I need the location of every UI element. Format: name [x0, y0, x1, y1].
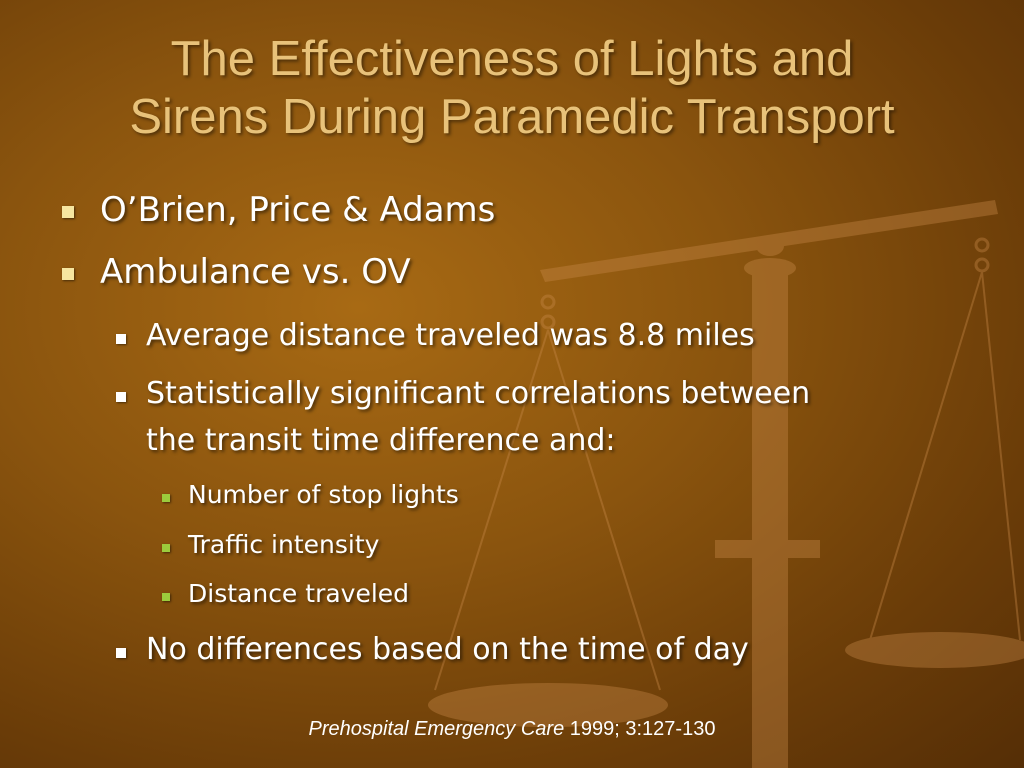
bullet-text: Traffic intensity [188, 530, 380, 559]
square-bullet-icon [116, 392, 126, 402]
bullet-text: No differences based on the time of day [146, 632, 749, 667]
bullet-text: Number of stop lights [188, 480, 459, 509]
square-bullet-icon [116, 334, 126, 344]
citation [0, 718, 1024, 741]
square-bullet-icon [116, 648, 126, 658]
slide-title [0, 30, 1024, 146]
bullet-text: Average distance traveled was 8.8 miles [146, 318, 755, 353]
bullet-text: O’Brien, Price & Adams [100, 190, 496, 230]
square-bullet-icon [162, 494, 170, 502]
square-bullet-icon [162, 544, 170, 552]
bullet-text: Distance traveled [188, 579, 410, 608]
citation-details: 1999; 3:127-130 [564, 718, 716, 740]
square-bullet-icon [62, 206, 74, 218]
square-bullet-icon [62, 268, 74, 280]
slide-title-line-1: The Effectiveness of Lights and [170, 32, 854, 86]
bullet-text: Ambulance vs. OV [100, 252, 411, 292]
square-bullet-icon [162, 593, 170, 601]
slide-title-line-2: Sirens During Paramedic Transport [129, 90, 895, 144]
bullet-text-line-1: Statistically significant correlations between [146, 376, 811, 411]
citation-journal: Prehospital Emergency Care [308, 718, 565, 740]
bullet-text-line-2: the transit time difference and: [146, 423, 616, 458]
